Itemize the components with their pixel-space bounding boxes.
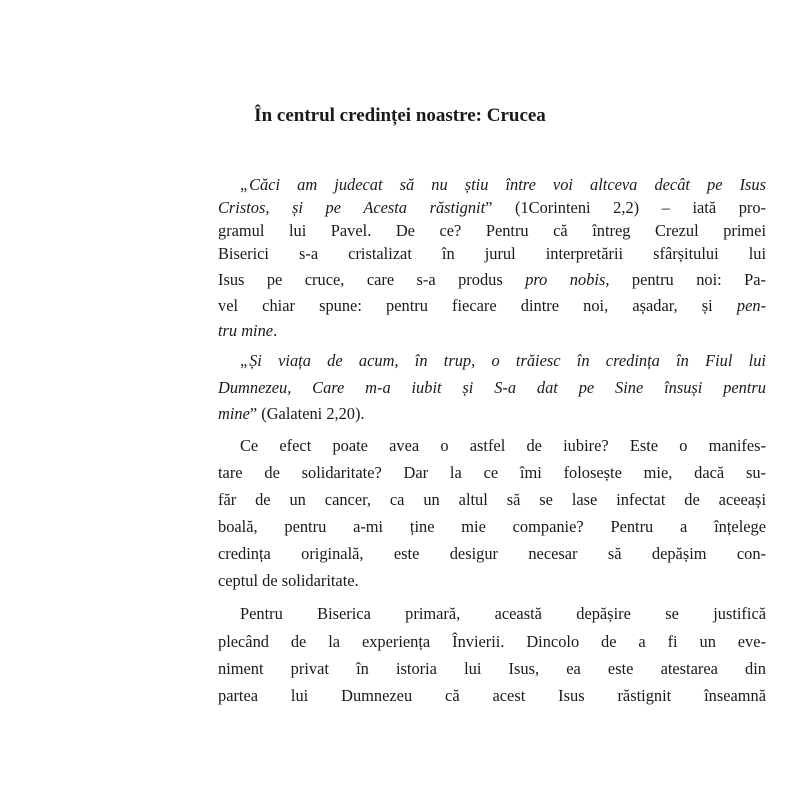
text-fragment: Pentru Biserica primară, această depășire se justifică	[240, 604, 766, 623]
text-fragment: Ce efect poate avea o astfel de iubire? Este o manifes-	[240, 436, 766, 455]
text-fragment: plecând de la experiența Învierii. Dincolo de a fi un eve-	[218, 632, 766, 651]
text-line-content	[218, 490, 766, 510]
text-fragment: făr de un cancer, ca un altul să se lase infectat de aceeași	[218, 490, 766, 509]
text-fragment: boală, pentru a-mi ține mie companie? Pentru a înțelege	[218, 517, 766, 536]
italic-fragment: mine	[218, 404, 250, 423]
text-line-content	[218, 221, 766, 241]
text-line-content	[218, 378, 766, 398]
text-line-content	[218, 244, 766, 264]
text-fragment: Biserici s-a cristalizat în jurul interpretării sfârșitului lui	[218, 244, 766, 263]
text-line-content	[218, 659, 766, 679]
italic-fragment: pro nobis,	[525, 270, 610, 289]
italic-fragment: pen-	[736, 296, 766, 315]
text-line-content	[240, 604, 766, 624]
text-fragment: tare de solidaritate? Dar la ce îmi folosește mie, dacă su-	[218, 463, 766, 482]
text-fragment: credința originală, este desigur necesar să depășim con-	[218, 544, 766, 563]
text-fragment: ceptul de solidaritate.	[218, 571, 359, 590]
text-fragment: .	[273, 321, 278, 340]
text-fragment: pentru noi: Pa-	[609, 270, 766, 289]
text-fragment: Isus pe cruce, care s-a produs	[218, 270, 526, 289]
text-fragment: gramul lui Pavel. De ce? Pentru că întreg Crezul primei	[218, 221, 766, 240]
text-line-content	[218, 571, 359, 591]
text-fragment: niment privat în istoria lui Isus, ea este atestarea din	[218, 659, 766, 678]
text-line-content	[218, 632, 766, 652]
text-line-content	[240, 175, 766, 195]
text-line-content	[218, 198, 766, 218]
italic-fragment: „Căci am judecat să nu știu între voi altceva decât pe Isus	[240, 175, 766, 194]
text-line-content	[218, 404, 365, 424]
text-line-content	[240, 436, 766, 456]
italic-fragment: tru mine	[218, 321, 274, 340]
text-line-content	[218, 544, 766, 564]
text-fragment: vel chiar spune: pentru fiecare dintre noi, așadar, și	[218, 296, 737, 315]
italic-fragment: „Și viața de acum, în trup, o trăiesc în credința în Fiul lui	[240, 351, 766, 370]
text-line-content	[218, 463, 766, 483]
text-fragment: ” (1Corinteni 2,2) – iată pro-	[485, 198, 767, 217]
text-line-content	[218, 517, 766, 537]
text-line-content	[218, 686, 766, 706]
chapter-title: În centrul credinței noastre: Crucea	[254, 105, 546, 126]
italic-fragment: Dumnezeu, Care m-a iubit și S-a dat pe Sine însuși pentru	[218, 378, 766, 397]
text-fragment: partea lui Dumnezeu că acest Isus răstignit înseamnă	[218, 686, 766, 705]
text-fragment: ” (Galateni 2,20).	[249, 404, 365, 423]
text-line-content	[218, 321, 277, 341]
text-line-content	[218, 296, 766, 316]
text-line-content	[218, 270, 766, 290]
italic-fragment: Cristos, și pe Acesta răstignit	[218, 198, 486, 217]
text-line-content	[240, 351, 766, 371]
